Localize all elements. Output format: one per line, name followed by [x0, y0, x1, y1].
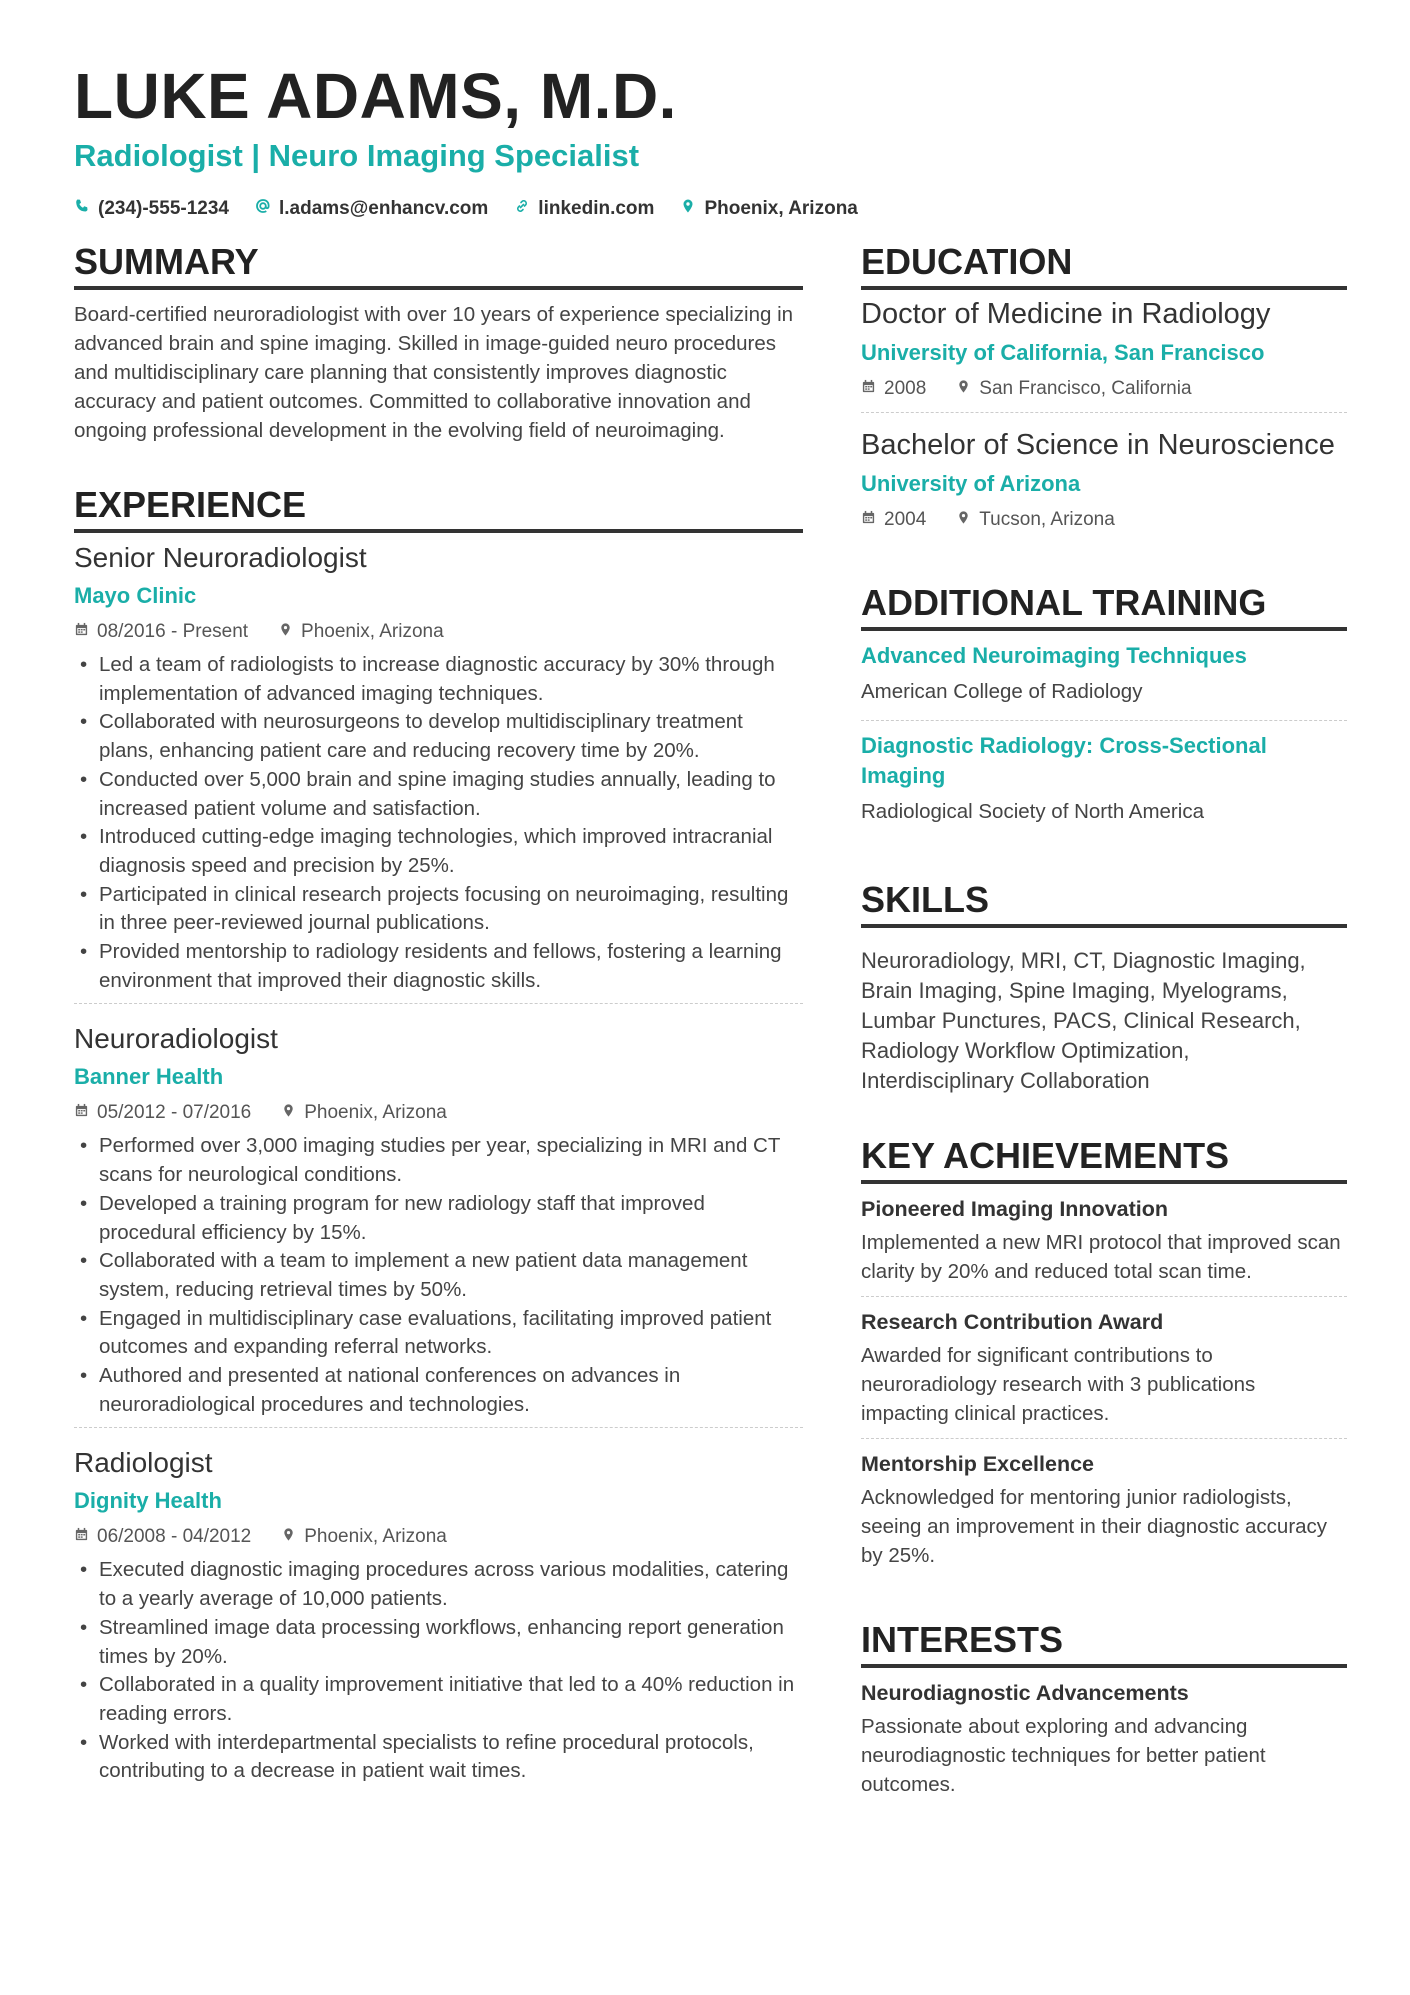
job-dates [74, 619, 248, 645]
school-name: University of Arizona [861, 471, 1081, 496]
job-location [281, 1524, 447, 1550]
training-org: American College of Radiology [861, 680, 1143, 703]
achievement-title: Research Contribution Award [861, 1310, 1164, 1334]
right-column [861, 240, 1347, 1847]
bullet-item: • Performed over 3,000 imaging studies per year, specializing in MRI and CT scans for neurological conditions. [74, 1132, 803, 1189]
interest-desc: Passionate about exploring and advancing neurodiagnostic techniques for better patient outcomes. [861, 1715, 1266, 1796]
map-pin-icon [278, 619, 293, 645]
achievements-heading: KEY ACHIEVEMENTS [861, 1134, 1347, 1184]
bullet-item: • Collaborated with neurosurgeons to develop multidisciplinary treatment plans, enhancing patient care and reducing recovery time by 20%. [74, 708, 803, 765]
map-pin-icon [956, 376, 971, 402]
achievement-entry [861, 1184, 1347, 1296]
location-text: Phoenix, Arizona [704, 198, 858, 219]
experience-heading: EXPERIENCE [74, 483, 803, 533]
achievement-desc: Implemented a new MRI protocol that improved scan clarity by 20% and reduced total scan time. [861, 1231, 1341, 1283]
skills-list: Neuroradiology, MRI, CT, Diagnostic Imaging, Brain Imaging, Spine Imaging, Myelograms, Lumbar Punctures, PACS, Clinical Research, Radiology Workflow Optimization, Interdisciplinary Collaboration [861, 948, 1306, 1093]
training-entry [861, 631, 1347, 720]
achievement-entry [861, 1296, 1347, 1438]
dates-text: 06/2008 - 04/2012 [97, 1526, 252, 1548]
map-pin-icon [281, 1100, 296, 1126]
phone-text: (234)-555-1234 [98, 198, 229, 219]
location-text: San Francisco, California [979, 378, 1192, 399]
summary-section [74, 240, 803, 445]
location-text: Tucson, Arizona [979, 509, 1115, 530]
training-name: Diagnostic Radiology: Cross-Sectional Imaging [861, 733, 1267, 788]
bullet-item: • Authored and presented at national conferences on advances in neuroradiological procedures and technologies. [74, 1362, 803, 1419]
education-section [861, 240, 1347, 543]
job-dates [74, 1100, 251, 1126]
resume-header [74, 58, 1344, 222]
achievement-title: Pioneered Imaging Innovation [861, 1197, 1169, 1221]
job-meta [74, 619, 803, 645]
interest-entry [861, 1668, 1347, 1809]
candidate-title: Radiologist | Neuro Imaging Specialist [74, 138, 640, 173]
degree-title: Doctor of Medicine in Radiology [861, 298, 1271, 330]
school-name: University of California, San Francisco [861, 340, 1265, 365]
education-location [956, 376, 1191, 402]
job-entry [74, 1003, 803, 1427]
bullet-item: • Collaborated in a quality improvement initiative that led to a 40% reduction in reading errors. [74, 1671, 803, 1728]
education-meta [861, 376, 1347, 402]
bullet-item: • Collaborated with a team to implement a new patient data management system, reducing retrieval times by 50%. [74, 1247, 803, 1304]
left-column [74, 240, 803, 1832]
location-text: Phoenix, Arizona [301, 621, 444, 642]
location-text: Phoenix, Arizona [304, 1526, 447, 1548]
bullet-item: • Led a team of radiologists to increase diagnostic accuracy by 30% through implementation of advanced imaging techniques. [74, 651, 803, 708]
calendar-icon [861, 376, 876, 402]
education-entry [861, 412, 1347, 543]
skills-heading: SKILLS [861, 878, 1347, 928]
achievement-desc: Acknowledged for mentoring junior radiologists, seeing an improvement in their diagnostic accuracy by 25%. [861, 1486, 1328, 1567]
dates-text: 05/2012 - 07/2016 [97, 1102, 252, 1124]
bullet-item: • Worked with interdepartmental specialists to refine procedural protocols, contributing to a decrease in patient wait times. [74, 1729, 803, 1786]
job-bullets [74, 1556, 803, 1786]
job-bullets [74, 1132, 803, 1419]
education-year [861, 376, 926, 402]
company-name: Banner Health [74, 1064, 224, 1090]
job-title: Neuroradiologist [74, 1023, 278, 1055]
bullet-item: • Executed diagnostic imaging procedures across various modalities, catering to a yearly average of 10,000 patients. [74, 1556, 803, 1613]
summary-text: Board-certified neuroradiologist with over 10 years of experience specializing in advanced brain and spine imaging. Skilled in image-guided neuro procedures and multidisciplinary care planning that consistently improves diagnostic accuracy and patient outcomes. Committed to collaborative innovation and ongoing professional development in the evolving field of neuroimaging. [74, 303, 794, 442]
degree-title: Bachelor of Science in Neuroscience [861, 429, 1335, 461]
training-org: Radiological Society of North America [861, 800, 1204, 823]
job-meta [74, 1100, 803, 1126]
bullet-item: • Engaged in multidisciplinary case evaluations, facilitating improved patient outcomes and expanding referral networks. [74, 1305, 803, 1362]
job-location [281, 1100, 447, 1126]
map-pin-icon [956, 507, 971, 533]
job-title: Senior Neuroradiologist [74, 542, 367, 573]
bullet-item: • Developed a training program for new radiology staff that improved procedural efficiency by 15%. [74, 1190, 803, 1247]
achievement-title: Mentorship Excellence [861, 1452, 1094, 1476]
achievement-desc: Awarded for significant contributions to neuroradiology research with 3 publications impacting clinical practices. [861, 1344, 1256, 1425]
bullet-item: • Provided mentorship to radiology residents and fellows, fostering a learning environment that improved their diagnostic skills. [74, 938, 803, 995]
at-icon [255, 196, 271, 222]
map-pin-icon [680, 196, 696, 222]
education-meta [861, 507, 1347, 533]
year-text: 2008 [884, 378, 927, 399]
achievements-section [861, 1134, 1347, 1580]
training-section [861, 581, 1347, 840]
linkedin-text: linkedin.com [538, 198, 655, 219]
contact-phone[interactable] [74, 196, 229, 222]
job-dates [74, 1524, 251, 1550]
bullet-item: • Conducted over 5,000 brain and spine imaging studies annually, leading to increased patient volume and satisfaction. [74, 766, 803, 823]
experience-section [74, 483, 803, 1794]
contact-location [680, 196, 857, 222]
education-location [956, 507, 1115, 533]
education-heading: EDUCATION [861, 240, 1347, 290]
job-entry [74, 1427, 803, 1794]
calendar-icon [74, 619, 89, 645]
training-name: Advanced Neuroimaging Techniques [861, 643, 1247, 668]
job-bullets [74, 651, 803, 995]
education-year [861, 507, 926, 533]
summary-heading: SUMMARY [74, 240, 803, 290]
bullet-item: • Participated in clinical research projects focusing on neuroimaging, resulting in three peer-reviewed journal publications. [74, 881, 803, 938]
company-name: Dignity Health [74, 1488, 222, 1514]
company-name: Mayo Clinic [74, 583, 197, 608]
link-icon [514, 196, 530, 222]
interests-section [861, 1618, 1347, 1809]
training-entry [861, 720, 1347, 840]
contact-email[interactable] [255, 196, 488, 222]
calendar-icon [74, 1524, 89, 1550]
job-location [278, 619, 444, 645]
job-meta [74, 1524, 803, 1550]
email-text: l.adams@enhancv.com [278, 198, 489, 219]
training-heading: ADDITIONAL TRAINING [861, 581, 1347, 631]
education-entry [861, 296, 1347, 412]
achievement-entry [861, 1438, 1347, 1580]
calendar-icon [74, 1100, 89, 1126]
interest-title: Neurodiagnostic Advancements [861, 1681, 1189, 1705]
map-pin-icon [281, 1524, 296, 1550]
location-text: Phoenix, Arizona [304, 1102, 447, 1124]
bullet-item: • Introduced cutting-edge imaging technologies, which improved intracranial diagnosis speed and precision by 25%. [74, 823, 803, 880]
contact-bar [74, 196, 1344, 222]
contact-linkedin[interactable] [514, 196, 654, 222]
year-text: 2004 [884, 509, 927, 530]
interests-heading: INTERESTS [861, 1618, 1347, 1668]
phone-icon [74, 196, 90, 222]
skills-section [861, 878, 1347, 1096]
calendar-icon [861, 507, 876, 533]
job-title: Radiologist [74, 1447, 213, 1479]
job-entry [74, 539, 803, 1003]
candidate-name: LUKE ADAMS, M.D. [74, 60, 677, 132]
bullet-item: • Streamlined image data processing workflows, enhancing report generation times by 20%. [74, 1614, 803, 1671]
dates-text: 08/2016 - Present [97, 621, 249, 642]
